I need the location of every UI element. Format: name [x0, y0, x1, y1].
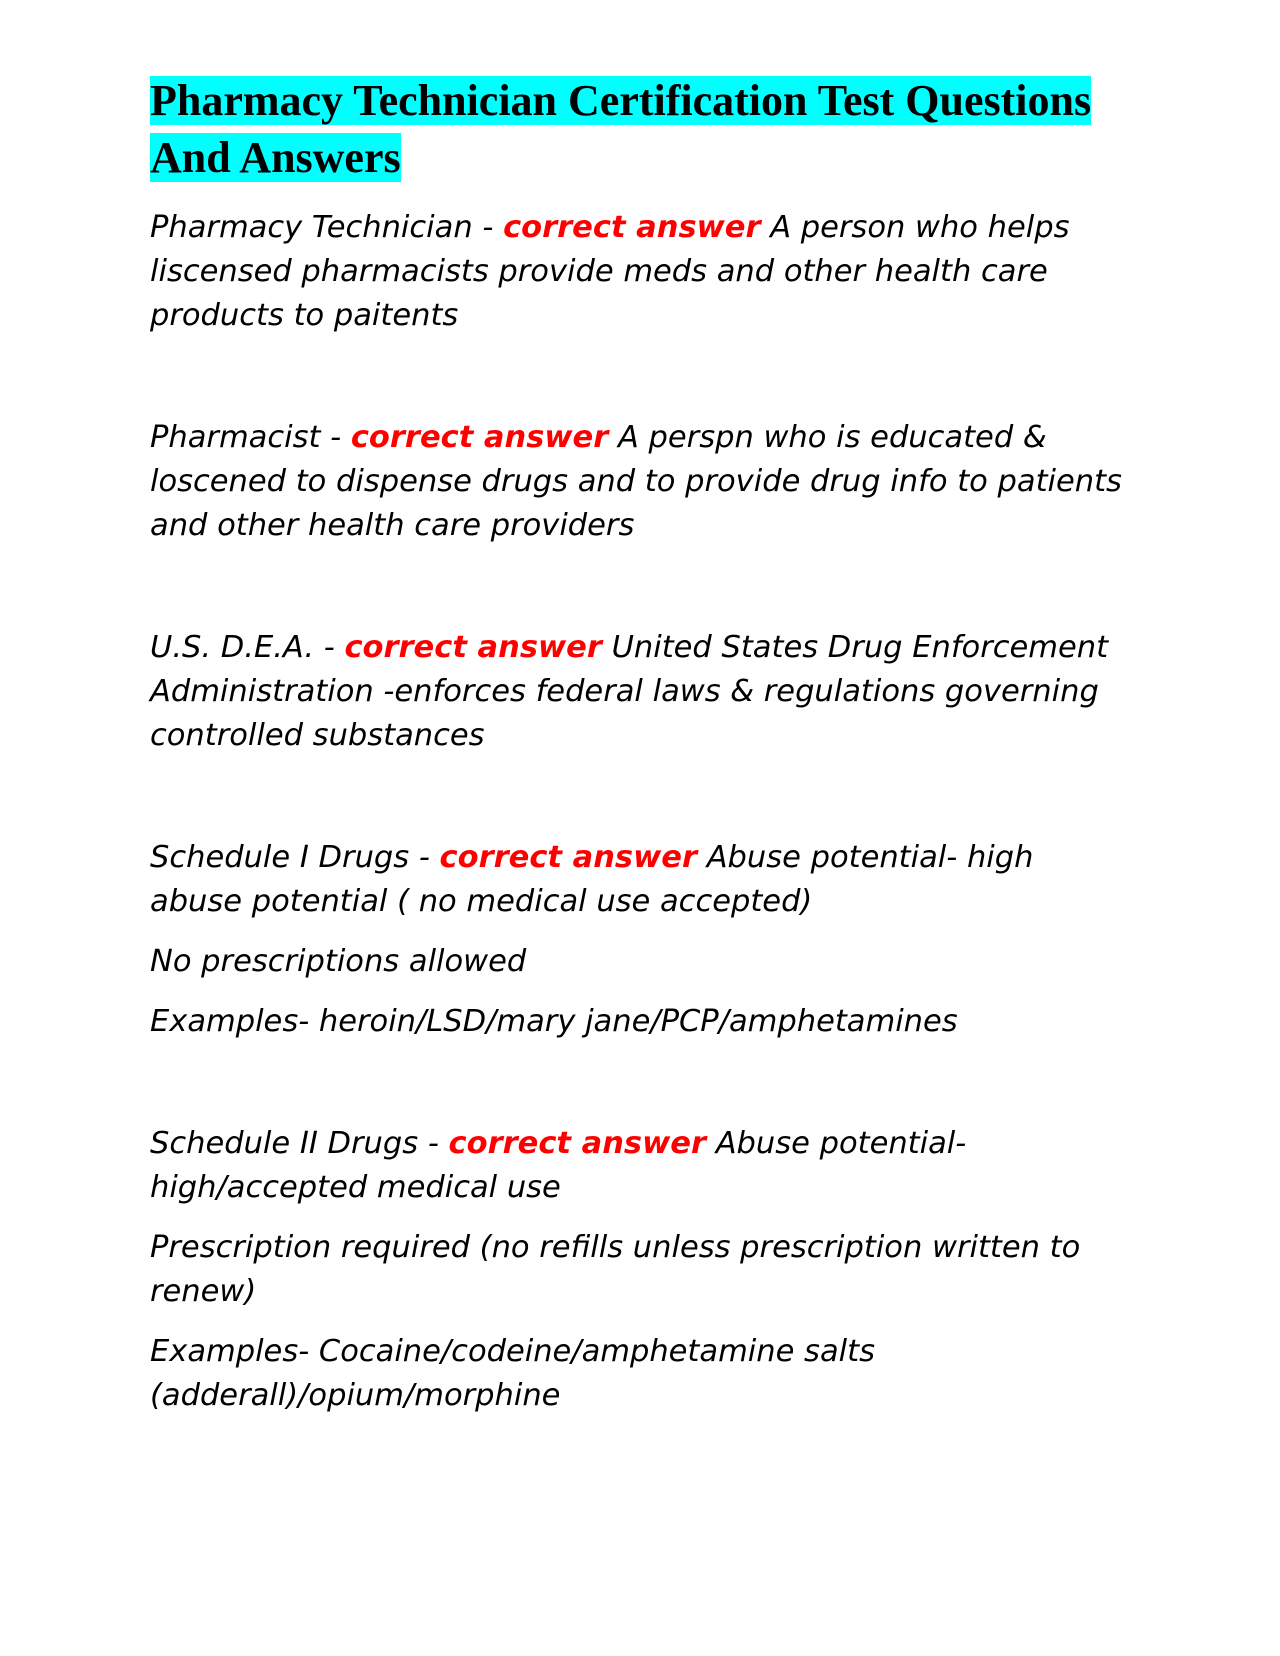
qa-term: Pharmacy Technician -	[150, 210, 504, 245]
correct-answer-label: correct answer	[350, 420, 609, 455]
qa-entry	[150, 1122, 1130, 1418]
document-title	[150, 72, 1130, 186]
qa-entry	[150, 416, 1130, 548]
qa-term: Schedule II Drugs -	[150, 1126, 449, 1161]
qa-answer: Abuse potential- high abuse potential ( no medical use accepted)	[150, 840, 1034, 919]
qa-definition	[150, 836, 1130, 924]
qa-entry	[150, 206, 1130, 338]
qa-term: U.S. D.E.A. -	[150, 630, 345, 665]
qa-definition	[150, 626, 1130, 758]
qa-extra-line: Examples- heroin/LSD/mary jane/PCP/amphetamines	[150, 1004, 958, 1039]
correct-answer-label: correct answer	[448, 1126, 706, 1161]
correct-answer-label: correct answer	[503, 210, 761, 245]
qa-answer: A person who helps liscensed pharmacists provide meds and other health care products to paitents	[150, 210, 1070, 333]
qa-extra-line: Examples- Cocaine/codeine/amphetamine salts (adderall)/opium/morphine	[150, 1334, 875, 1413]
qa-definition	[150, 416, 1130, 548]
qa-term: Schedule I Drugs -	[150, 840, 440, 875]
qa-extra-line: No prescriptions allowed	[150, 944, 527, 979]
qa-answer: United States Drug Enforcement Administration -enforces federal laws & regulations governing controlled substances	[150, 630, 1109, 753]
qa-extra-line: Prescription required (no refills unless prescription written to renew)	[150, 1230, 1081, 1309]
qa-entry	[150, 836, 1130, 1044]
correct-answer-label: correct answer	[439, 840, 697, 875]
qa-definition	[150, 1122, 1130, 1210]
qa-term: Pharmacist -	[150, 420, 351, 455]
qa-answer: A perspn who is educated & loscened to dispense drugs and to provide drug info to patients and other health care providers	[150, 420, 1122, 543]
qa-definition	[150, 206, 1130, 338]
title-highlight: Pharmacy Technician Certification Test Questions And Answers	[150, 76, 1092, 182]
qa-entry	[150, 626, 1130, 758]
document-page	[150, 72, 1130, 1418]
correct-answer-label: correct answer	[344, 630, 602, 665]
qa-answer: Abuse potential- high/accepted medical use	[150, 1126, 967, 1205]
